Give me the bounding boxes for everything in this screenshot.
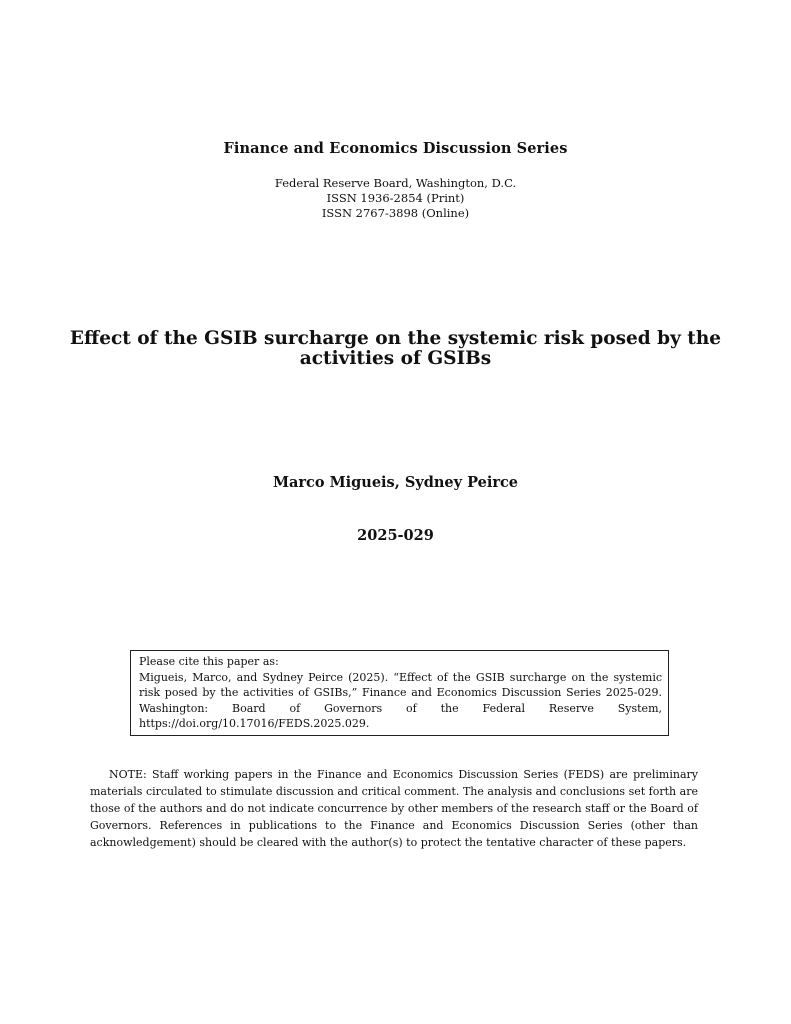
publisher: Federal Reserve Board, Washington, D.C. bbox=[274, 176, 517, 190]
paper-title-line-2: activities of GSIBs bbox=[299, 348, 492, 369]
paper-number: 2025-029 bbox=[357, 527, 434, 544]
citation-text: Migueis, Marco, and Sydney Peirce (2025). “Effect of the GSIB surcharge on the systemic risk posed by the activities of GSIBs,” Finance and Economics Discussion Series 2025-029. Washington: Board of Governors of the Federal Reserve System, https://doi.org/10.17016/FEDS.2025.029. bbox=[139, 670, 662, 730]
disclaimer-note: NOTE: Staff working papers in the Finance and Economics Discussion Series (FEDS) are preliminary materials circulated to stimulate discussion and critical comment. The analysis and conclusions set forth are those of the authors and do not indicate concurrence by other members of the research staff or the Board of Governors. References in publications to the Finance and Economics Discussion Series (other than acknowledgement) should be cleared with the author(s) to protect the tentative character of these papers. bbox=[90, 768, 698, 849]
paper-title-line-1: Effect of the GSIB surcharge on the systemic risk posed by the bbox=[69, 328, 722, 349]
publication-info bbox=[0, 176, 791, 221]
authors: Marco Migueis, Sydney Peirce bbox=[272, 474, 519, 491]
series-title: Finance and Economics Discussion Series bbox=[223, 140, 568, 157]
citation-box bbox=[130, 650, 669, 736]
issn-online: ISSN 2767-3898 (Online) bbox=[321, 206, 470, 220]
citation-label: Please cite this paper as: bbox=[139, 655, 279, 668]
paper-title bbox=[0, 329, 791, 369]
issn-print: ISSN 1936-2854 (Print) bbox=[326, 191, 465, 205]
